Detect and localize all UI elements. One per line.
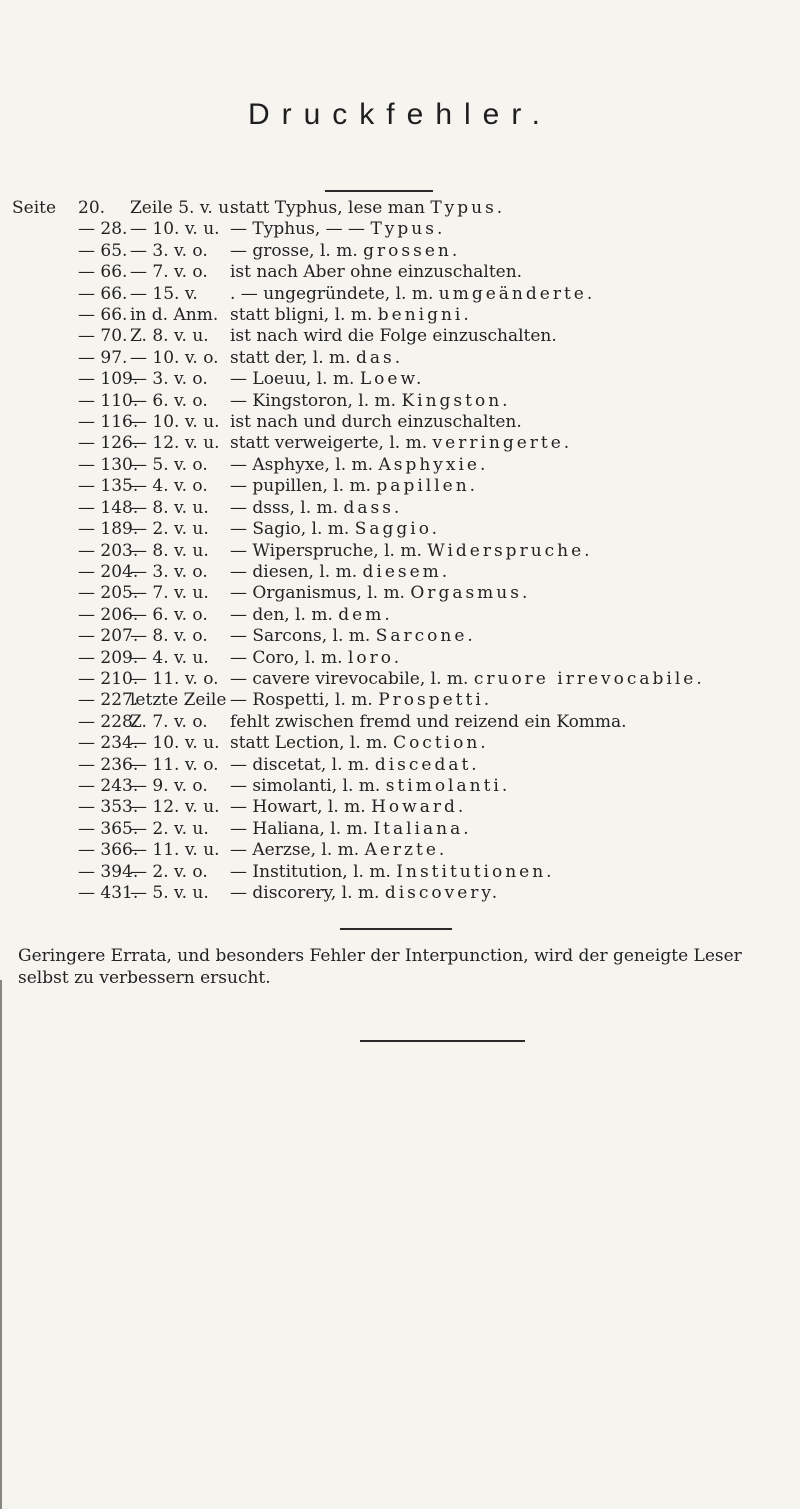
line-reference: — 10. v. o. — [130, 347, 219, 368]
errata-entry — [12, 305, 792, 326]
errata-entry — [12, 476, 792, 497]
errata-entry — [12, 433, 792, 454]
correction-instruction: statt der, l. m. — [230, 347, 356, 368]
page-number: — 148. — [78, 497, 139, 518]
correction-instruction: statt bligni, l. m. — [230, 305, 378, 326]
page-number: — 366. — [78, 840, 139, 861]
errata-entry — [12, 690, 792, 711]
page-number: — 365. — [78, 818, 139, 839]
seite-label: Seite — [12, 198, 57, 218]
page-number: — 66. — [78, 283, 128, 304]
page-number: — 243. — [78, 775, 139, 796]
corrected-word: papillen. — [376, 476, 479, 497]
errata-entry — [12, 391, 792, 412]
page-number: — 116. — [78, 412, 139, 433]
line-reference: — 3. v. o. — [130, 369, 208, 390]
page-number: — 65. — [78, 240, 128, 261]
correction-instruction: — Aerzse, l. m. — [230, 840, 365, 861]
errata-entry — [12, 669, 792, 690]
corrected-word: discedat. — [374, 754, 480, 775]
errata-entry — [12, 562, 792, 583]
page-number: — 66. — [78, 305, 128, 326]
correction-text — [230, 840, 792, 861]
errata-entry — [12, 755, 792, 776]
errata-entry — [12, 883, 792, 904]
line-reference: — 5. v. u. — [130, 883, 209, 903]
line-reference: — 11. v. o. — [130, 754, 219, 775]
errata-entry — [12, 541, 792, 562]
line-reference: — 10. v. u. — [130, 219, 220, 240]
correction-text — [230, 541, 792, 562]
errata-entry — [12, 519, 792, 540]
line-reference: — 10. v. u. — [130, 412, 220, 433]
correction-instruction: — Coro, l. m. — [230, 647, 348, 668]
corrected-word: grossen. — [363, 240, 461, 261]
line-reference: — 4. v. o. — [130, 476, 208, 497]
page-number: — 205. — [78, 583, 139, 604]
errata-entry — [12, 840, 792, 861]
page-number: — 97. — [78, 347, 128, 368]
corrected-word: cruore irrevocabile. — [473, 668, 705, 689]
page-edge-line — [0, 980, 2, 1509]
page-number: — 227. — [78, 690, 139, 711]
corrected-word: das. — [355, 347, 404, 368]
correction-text — [230, 326, 792, 347]
correction-instruction: — diesen, l. m. — [230, 561, 363, 582]
correction-instruction: . — ungegründete, l. m. — [230, 283, 439, 304]
corrected-word: Saggio. — [354, 519, 441, 540]
correction-text — [230, 883, 792, 904]
corrected-word: Widerspruche. — [427, 540, 593, 561]
errata-entry — [12, 733, 792, 754]
corrected-word: Italiana. — [373, 818, 472, 839]
correction-instruction: — den, l. m. — [230, 604, 339, 625]
errata-entry — [12, 776, 792, 797]
page-number: — 353. — [78, 797, 139, 818]
page-number: — 189. — [78, 519, 139, 540]
errata-entry — [12, 412, 792, 433]
line-reference: — 3. v. o. — [130, 240, 208, 261]
line-reference: — 5. v. o. — [130, 454, 208, 475]
page-number: — 203. — [78, 540, 139, 561]
correction-text — [230, 519, 792, 540]
correction-text — [230, 198, 792, 219]
page-number: — 236. — [78, 754, 139, 775]
errata-entry — [12, 712, 792, 733]
correction-instruction: ist nach wird die Folge einzuschalten. — [230, 326, 557, 347]
title-divider — [325, 190, 433, 192]
line-reference: — 2. v. u. — [130, 818, 209, 839]
errata-entry — [12, 605, 792, 626]
correction-text — [230, 583, 792, 604]
correction-text — [230, 348, 792, 369]
corrected-word: umgeänderte. — [438, 283, 596, 304]
page-number: — 204. — [78, 561, 139, 582]
correction-instruction: statt Typhus, lese man — [230, 198, 431, 218]
correction-instruction: — Rospetti, l. m. — [230, 690, 379, 711]
corrected-word: Typus. — [370, 219, 446, 240]
line-reference: — 7. v. u. — [130, 583, 209, 604]
line-reference: — 6. v. o. — [130, 604, 208, 625]
correction-instruction: ist nach Aber ohne einzuschalten. — [230, 262, 523, 283]
correction-text — [230, 498, 792, 519]
corrected-word: dem. — [338, 604, 393, 625]
corrected-word: Prospetti. — [378, 690, 493, 711]
page-number: — 109. — [78, 369, 139, 390]
correction-instruction: — Haliana, l. m. — [230, 818, 374, 839]
line-reference: — 10. v. u. — [130, 733, 220, 754]
errata-entry — [12, 862, 792, 883]
correction-text — [230, 562, 792, 583]
line-reference: — 9. v. o. — [130, 775, 208, 796]
correction-instruction: — discetat, l. m. — [230, 754, 375, 775]
line-reference: — 2. v. o. — [130, 861, 208, 882]
page-number: — 135. — [78, 476, 139, 497]
correction-text — [230, 391, 792, 412]
line-reference: in d. Anm. — [130, 305, 219, 326]
correction-text — [230, 369, 792, 390]
page-number: — 206. — [78, 604, 139, 625]
correction-text — [230, 284, 792, 305]
correction-instruction: statt Lection, l. m. — [230, 733, 394, 754]
correction-instruction: — Howart, l. m. — [230, 797, 372, 818]
page-number: — 234. — [78, 733, 139, 754]
correction-text — [230, 219, 792, 240]
correction-instruction: — pupillen, l. m. — [230, 476, 377, 497]
errata-entry — [12, 498, 792, 519]
correction-instruction: — grosse, l. m. — [230, 240, 364, 261]
correction-instruction: statt verweigerte, l. m. — [230, 433, 433, 454]
closing-note: Geringere Errata, und besonders Fehler der Interpunction, wird der geneigte Leser selbst zu verbessern ersucht. — [18, 946, 742, 988]
correction-text — [230, 476, 792, 497]
page-number: — 207. — [78, 626, 139, 647]
corrected-word: Orgasmus. — [410, 583, 531, 604]
correction-instruction: — simolanti, l. m. — [230, 775, 386, 796]
corrected-word: Typus. — [430, 198, 506, 218]
correction-text — [230, 776, 792, 797]
line-reference: — 6. v. o. — [130, 390, 208, 411]
correction-instruction: — discorery, l. m. — [230, 883, 385, 903]
errata-entry — [12, 198, 792, 219]
errata-entry — [12, 262, 792, 283]
errata-entry — [12, 219, 792, 240]
line-reference: — 2. v. u. — [130, 519, 209, 540]
errata-entry — [12, 284, 792, 305]
corrected-word: Institutionen. — [396, 861, 555, 882]
line-reference: — 3. v. o. — [130, 561, 208, 582]
errata-entry — [12, 326, 792, 347]
correction-instruction: — dsss, l. m. — [230, 497, 344, 518]
correction-instruction: — Asphyxe, l. m. — [230, 454, 379, 475]
page-number: — 394. — [78, 861, 139, 882]
corrected-word: Loew. — [359, 369, 425, 390]
line-reference: — 11. v. o. — [130, 668, 219, 689]
corrected-word: Coction. — [393, 733, 489, 754]
corrected-word: Aerzte. — [364, 840, 448, 861]
errata-entry — [12, 819, 792, 840]
corrected-word: dass. — [343, 497, 403, 518]
corrected-word: verringerte. — [432, 433, 573, 454]
correction-instruction: — cavere virevocabile, l. m. — [230, 668, 474, 689]
correction-text — [230, 862, 792, 883]
line-reference: Z. 7. v. o. — [130, 711, 208, 732]
line-reference: — 12. v. u. — [130, 797, 220, 818]
correction-instruction: — Typhus, — — — [230, 219, 371, 240]
corrected-word: discovery. — [384, 883, 501, 903]
line-reference: — 4. v. u. — [130, 647, 209, 668]
correction-instruction: — Sagio, l. m. — [230, 519, 355, 540]
line-reference: — 15. v. — [130, 283, 198, 304]
correction-instruction: — Loeuu, l. m. — [230, 369, 360, 390]
page-number: — 28. — [78, 219, 128, 240]
corrected-word: loro. — [348, 647, 403, 668]
correction-instruction: ist nach und durch einzuschalten. — [230, 412, 522, 433]
errata-entry — [12, 583, 792, 604]
correction-text — [230, 433, 792, 454]
corrected-word: Kingston. — [401, 390, 511, 411]
page-number: — 228. — [78, 711, 139, 732]
page-number: — 66. — [78, 262, 128, 283]
corrected-word: Asphyxie. — [378, 454, 489, 475]
corrected-word: diesem. — [362, 561, 451, 582]
correction-instruction: — Institution, l. m. — [230, 861, 397, 882]
correction-text — [230, 455, 792, 476]
line-reference: — 8. v. u. — [130, 540, 209, 561]
correction-text — [230, 733, 792, 754]
correction-text — [230, 797, 792, 818]
page-number: — 126. — [78, 433, 139, 454]
page-number: — 431. — [78, 883, 139, 903]
correction-text — [230, 648, 792, 669]
closing-divider — [360, 1040, 525, 1042]
errata-entry — [12, 648, 792, 669]
page-number: — 70. — [78, 326, 128, 347]
correction-text — [230, 712, 792, 733]
errata-entry — [12, 241, 792, 262]
correction-instruction: — Organismus, l. m. — [230, 583, 411, 604]
page-number: — 210. — [78, 668, 139, 689]
page-title: Druckfehler. — [247, 98, 553, 131]
corrected-word: Howard. — [371, 797, 467, 818]
line-reference: — 7. v. o. — [130, 262, 208, 283]
errata-entry — [12, 369, 792, 390]
page-number: — 130. — [78, 454, 139, 475]
page-number: — 110. — [78, 390, 139, 411]
corrected-word: benigni. — [377, 305, 472, 326]
correction-text — [230, 305, 792, 326]
line-reference: Z. 8. v. u. — [130, 326, 209, 347]
line-reference: — 8. v. u. — [130, 497, 209, 518]
errata-entry — [12, 455, 792, 476]
correction-text — [230, 241, 792, 262]
correction-instruction: — Kingstoron, l. m. — [230, 390, 402, 411]
correction-instruction: fehlt zwischen fremd und reizend ein Komma. — [230, 711, 627, 732]
corrected-word: stimolanti. — [385, 775, 511, 796]
line-reference: — 8. v. o. — [130, 626, 208, 647]
correction-text — [230, 819, 792, 840]
correction-text — [230, 605, 792, 626]
line-reference: Zeile 5. v. u. — [130, 198, 235, 218]
correction-instruction: — Sarcons, l. m. — [230, 626, 376, 647]
line-reference: — 11. v. u. — [130, 840, 220, 861]
page-number: — 209. — [78, 647, 139, 668]
line-reference: letzte Zeile — [130, 690, 227, 711]
correction-text — [230, 262, 792, 283]
correction-text — [230, 690, 792, 711]
correction-text — [230, 755, 792, 776]
page-number: 20. — [78, 198, 106, 218]
correction-instruction: — Wiperspruche, l. m. — [230, 540, 428, 561]
errata-entry — [12, 797, 792, 818]
correction-text — [230, 626, 792, 647]
errata-list — [12, 198, 792, 904]
correction-text — [230, 669, 792, 690]
errata-entry — [12, 626, 792, 647]
list-divider — [340, 928, 452, 930]
errata-entry — [12, 348, 792, 369]
corrected-word: Sarcone. — [375, 626, 476, 647]
correction-text — [230, 412, 792, 433]
line-reference: — 12. v. u. — [130, 433, 220, 454]
